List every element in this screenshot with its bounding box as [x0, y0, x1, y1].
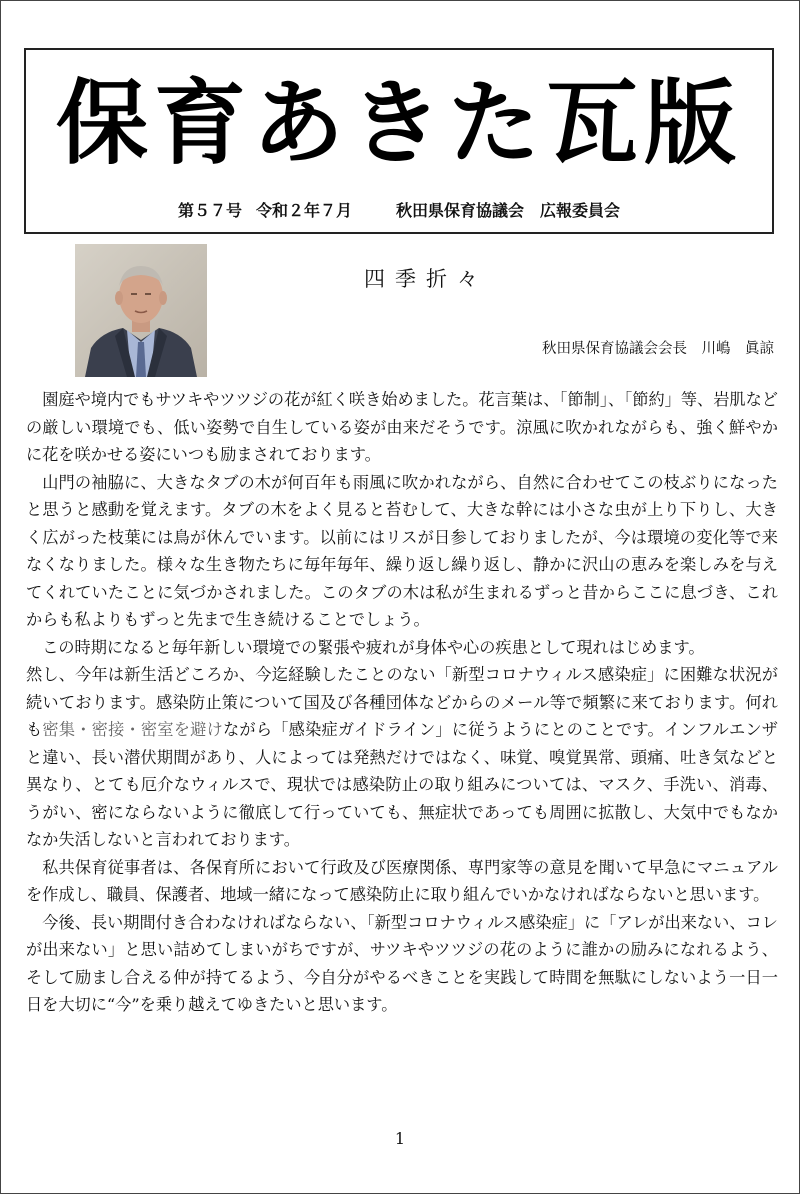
author-portrait-photo	[75, 244, 207, 377]
publisher-committee: 広報委員会	[540, 201, 621, 220]
paragraph: 今後、長い期間付き合わなければならない、「新型コロナウィルス感染症」に「アレが出来ない、コレが出来ない」と思い詰めてしまいがちですが、サツキやツツジの花のように誰かの励みになれるよう、そして励まし合える仲が持てるよう、今自分がやるべきことを実践して時間を無駄にしないよう一日一日を大切に“今”を乗り越えてゆきたいと思います。	[26, 912, 778, 1014]
paragraph: 私共保育従事者は、各保育所において行政及び医療関係、専門家等の意見を聞いて早急にマニュアルを作成し、職員、保護者、地域一緒になって感染防止に取り組んでいかなければならないと思います。	[26, 857, 778, 904]
paragraph: この時期になると毎年新しい環境での緊張や疲れが身体や心の疾患として現れはじめます。	[42, 637, 705, 657]
masthead-subtitle	[26, 198, 772, 221]
newsletter-title: 保育あきた瓦版	[55, 69, 742, 177]
paragraph	[26, 661, 778, 854]
issue-number: 第５７号	[177, 201, 242, 220]
issue-date: 令和２年７月	[255, 201, 352, 220]
highlighted-phrase: 密集・密接・密室を避け	[42, 720, 223, 739]
paragraph: 山門の袖脇に、大きなタブの木が何百年も雨風に吹かれながら、自然に合わせてこの枝ぶりになったと思うと感動を覚えます。タブの木をよく見ると苔むして、大きな幹には小さな虫が上り下りし、大きく広がった枝葉には鳥が休んでいます。以前にはリスが日参しておりましたが、今は環境の変化等で来なくなりました。様々な生き物たちに毎年毎年、繰り返し繰り返し、静かに沢山の恵みを楽しみを与えてくれていたことに気づかされました。このタブの木は私が生まれるずっと昔からここに息づき、これからも私よりもずっと先まで生き続けることでしょう。	[26, 472, 778, 629]
paragraph-text: ながら「感染症ガイドライン」に従うようにとのことです。インフルエンザと違い、長い潜伏期間があり、人によっては発熱だけではなく、味覚、嗅覚異常、頭痛、吐き気などと異なり、とても厄介なウィルスで、現状では感染防止の取り組みについては、マスク、手洗い、消毒、うがい、密にならないように徹底して行っていても、無症状であっても周囲に拡散し、大気中でもなかなか失活しないと言われております。	[26, 720, 778, 849]
paragraph-text: 然し、今年は新生活どころか、今迄経験したことのない「新型コロナウィルス感染症」に困難な状況が続いております。感染防止策について国及び各種団体などからのメール等で頻繁に来ております。何れも	[26, 665, 778, 739]
paragraph: 園庭や境内でもサツキやツツジの花が紅く咲き始めました。花言葉は、「節制」、「節約」等、岩肌などの厳しい環境でも、低い姿勢で自生している姿が由来だそうです。涼風に吹かれながらも、強く鮮やかに花を咲かせる姿にいつも励まされております。	[26, 390, 778, 464]
page-number: 1	[394, 1129, 406, 1148]
publisher-organization: 秋田県保育協議会	[396, 201, 525, 220]
article-title: 四季折々	[364, 267, 488, 291]
article-body	[26, 386, 778, 1019]
masthead	[24, 48, 774, 234]
portrait-illustration	[75, 244, 207, 377]
article-author: 秋田県保育協議会会長 川嶋 眞諒	[542, 341, 774, 357]
